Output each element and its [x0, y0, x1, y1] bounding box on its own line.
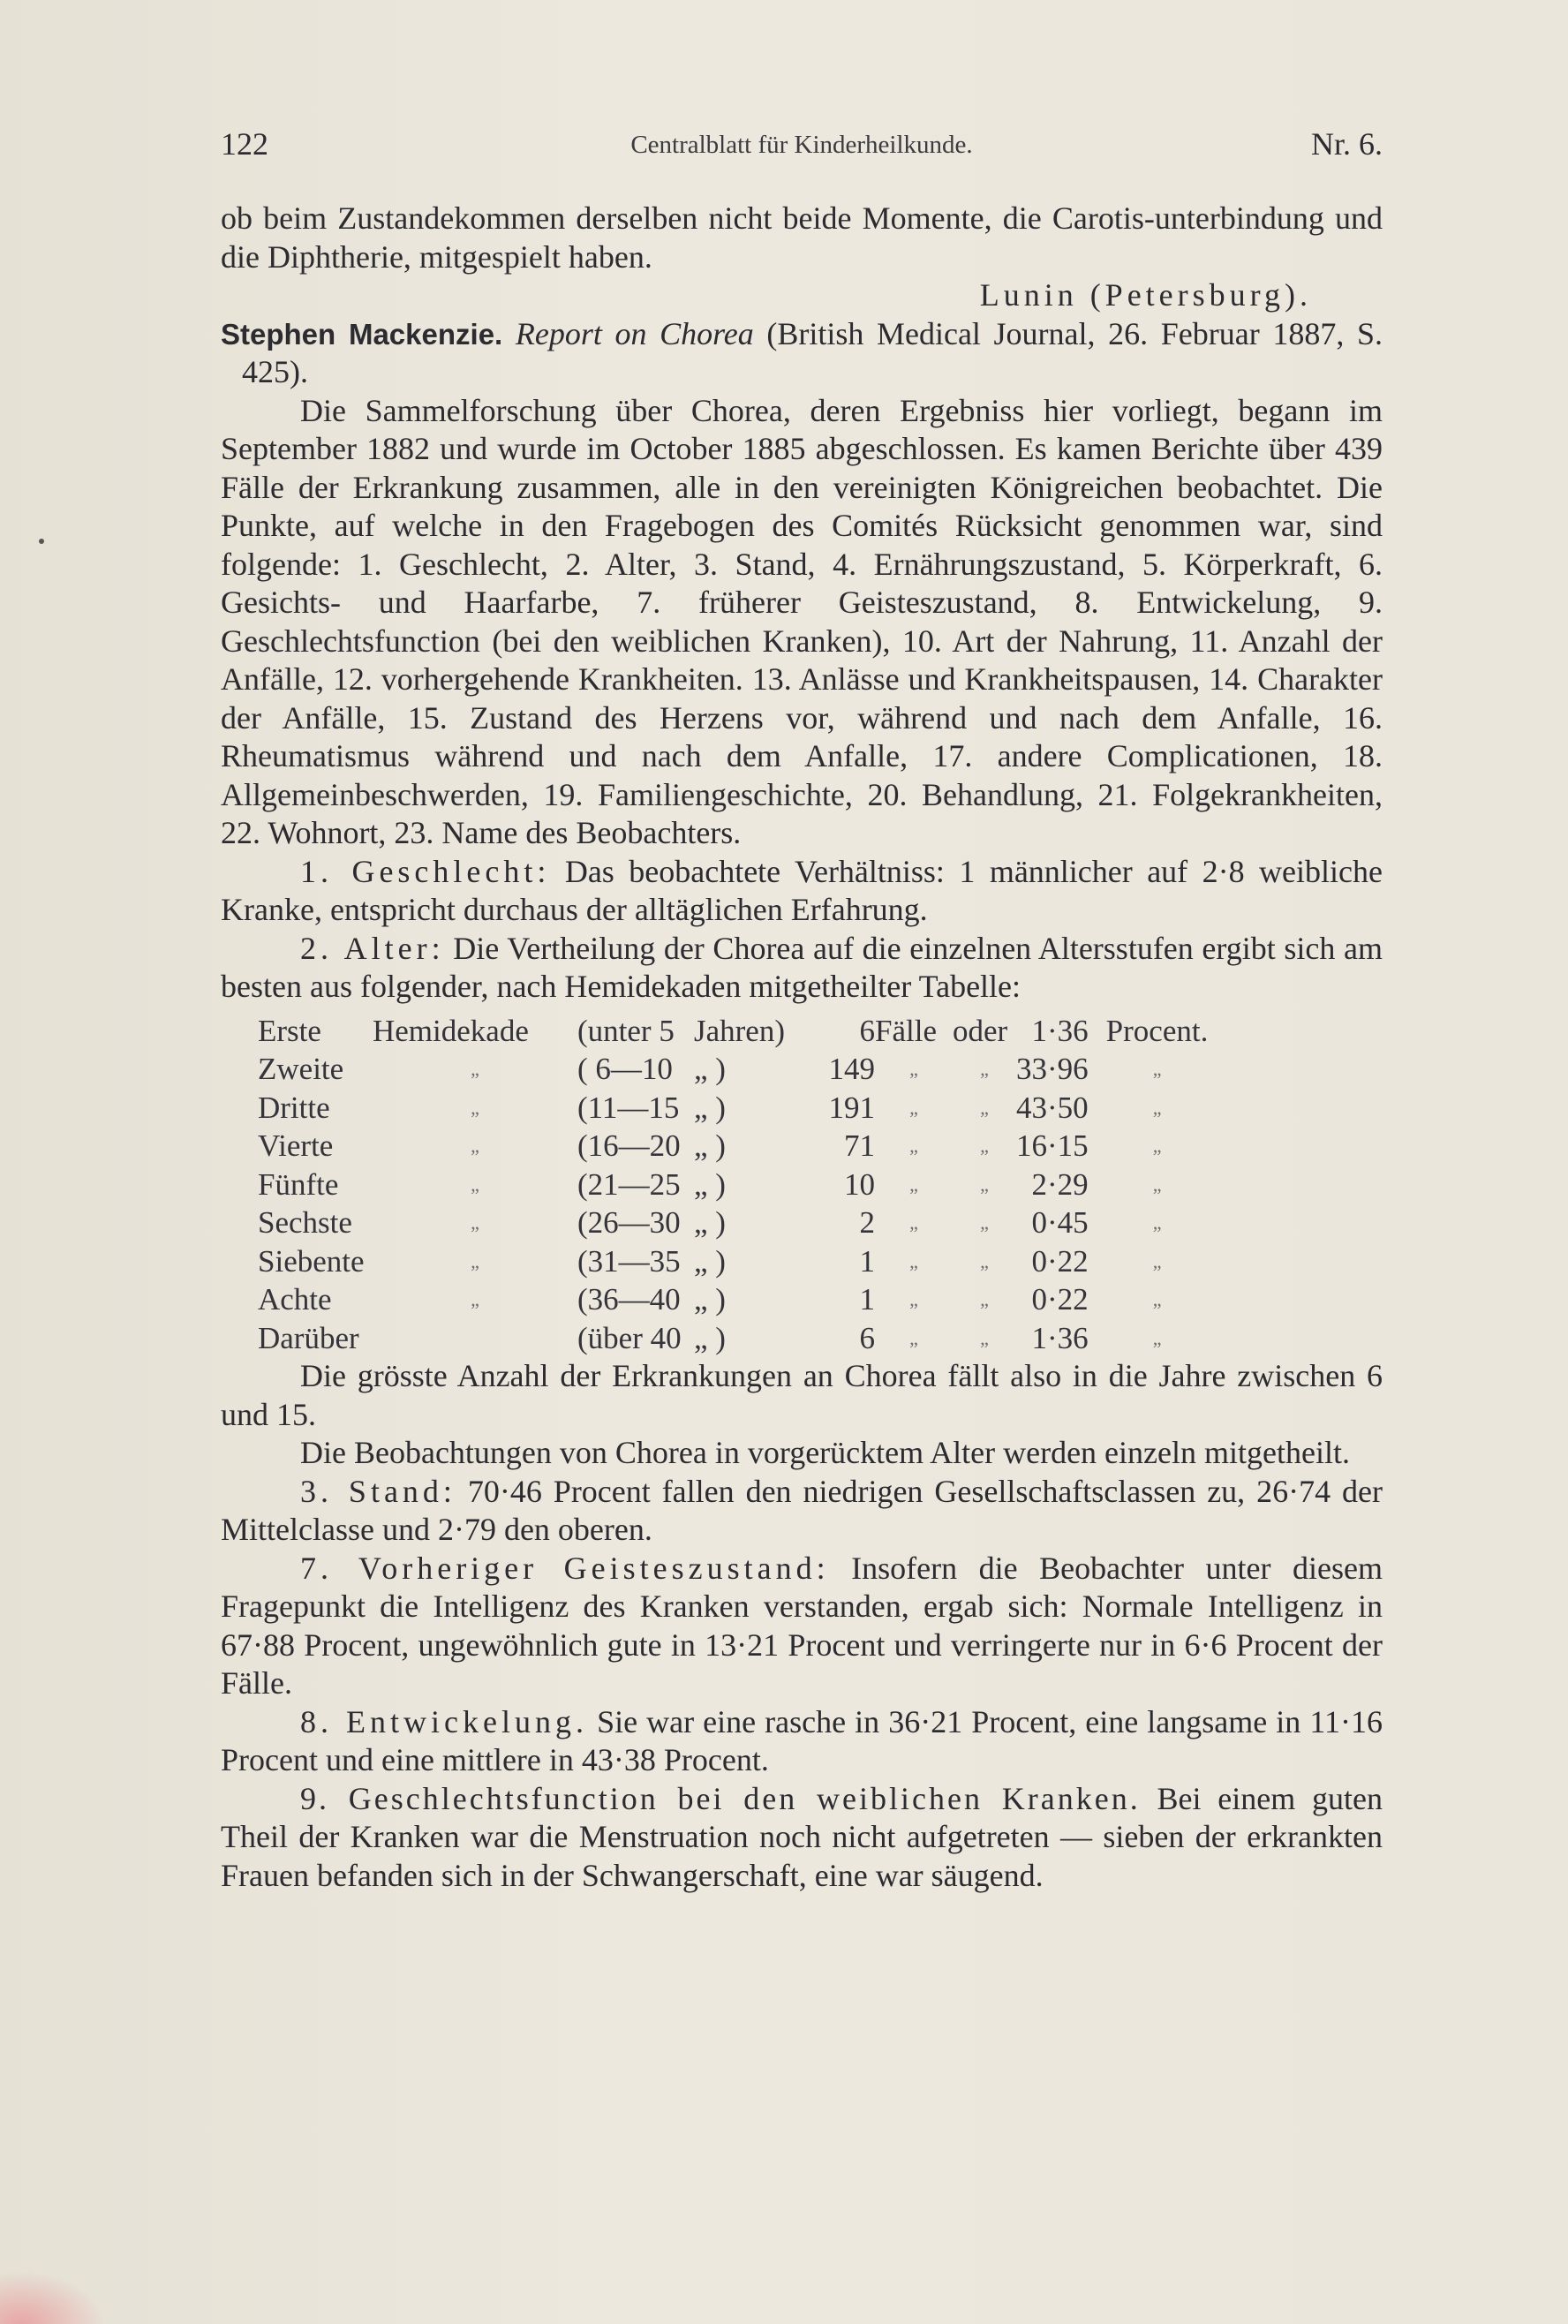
cell-name: Siebente	[258, 1243, 365, 1279]
cell-percent: 0·22	[1031, 1282, 1089, 1317]
cell-hemidekade: „	[471, 1173, 479, 1196]
cell-count: 71	[844, 1128, 876, 1163]
cell-unit: „ )	[694, 1320, 726, 1355]
cell-oder: „	[980, 1173, 989, 1196]
cell-faelle: „	[909, 1058, 918, 1080]
cell-oder: oder	[953, 1013, 1008, 1048]
cell-name: Fünfte	[258, 1166, 339, 1202]
cell-hemidekade	[373, 1319, 577, 1358]
paragraph-text: Sie war eine rasche in 36·21 Procent, eine langsame in 11·16 Procent und eine mittlere in 43·38 Procent.	[221, 1703, 1383, 1777]
cell-unit: „ )	[694, 1128, 726, 1163]
section-label: 1. Geschlecht:	[300, 853, 551, 889]
cell-unit: „ )	[694, 1166, 726, 1202]
paragraph-alter	[221, 930, 1383, 1007]
cell-name: Zweite	[258, 1052, 344, 1086]
cell-faelle: „	[909, 1288, 918, 1310]
cell-percent: 16·15	[1016, 1128, 1089, 1163]
cell-percent: 33·96	[1016, 1052, 1089, 1086]
page-body	[221, 200, 1383, 1895]
table-row	[258, 1242, 1209, 1281]
section-label: 2. Alter:	[300, 930, 445, 966]
section-label: 9. Geschlechtsfunction bei den weiblichen Kranken.	[300, 1780, 1141, 1816]
paragraph-geisteszustand	[221, 1550, 1383, 1703]
cell-count: 10	[844, 1166, 876, 1202]
issue-number: Nr. 6.	[1311, 126, 1383, 162]
cell-name: Achte	[258, 1282, 332, 1317]
cell-oder: „	[980, 1058, 989, 1080]
cell-hemidekade: „	[471, 1135, 479, 1157]
paragraph-geschlechtsfunction	[221, 1780, 1383, 1896]
cell-procent: „	[1152, 1249, 1162, 1272]
cell-faelle: „	[909, 1211, 918, 1234]
cell-unit: „ )	[694, 1282, 726, 1317]
cell-hemidekade: „	[471, 1288, 479, 1310]
paragraph-age-note: Die Beobachtungen von Chorea in vorgerücktem Alter werden einzeln mitgetheilt.	[300, 1435, 1350, 1470]
page-speck	[39, 539, 44, 544]
cell-range: (unter 5	[577, 1013, 675, 1048]
cell-name: Erste	[258, 1013, 321, 1048]
cell-oder: „	[980, 1288, 989, 1310]
paragraph-entwickelung	[221, 1703, 1383, 1780]
paragraph-summary: Die grösste Anzahl der Erkrankungen an Chorea fällt also in die Jahre zwischen 6 und 15.	[221, 1358, 1383, 1432]
cell-percent: 0·22	[1031, 1243, 1089, 1279]
cell-name: Sechste	[258, 1205, 352, 1240]
cell-name: Dritte	[258, 1090, 330, 1125]
paragraph-overview: Die Sammelforschung über Chorea, deren Ergebniss hier vorliegt, begann im September 1882 und wurde im October 1885 abgeschlossen. Es kamen Berichte über 439 Fälle der Erkrankung zusammen, alle in den vereinigten Königreichen beobachtet. Die Punkte, auf welche in den Fragebogen des Comités Rücksicht genommen war, sind folgende: 1. Geschlecht, 2. Alter, 3. Stand, 4. Ernährungszustand, 5. Körperkraft, 6. Gesichts- und Haarfarbe, 7. früherer Geisteszustand, 8. Entwickelung, 9. Geschlechtsfunction (bei den weiblichen Kranken), 10. Art der Nahrung, 11. Anzahl der Anfälle, 12. vorhergehende Krankheiten. 13. Anlässe und Krankheitspausen, 14. Charakter der Anfälle, 15. Zustand des Herzens vor, während und nach dem Anfalle, 16. Rheumatismus während und nach dem Anfalle, 17. andere Complicationen, 18. Allgemeinbeschwerden, 19. Familiengeschichte, 20. Behandlung, 21. Folgekrankheiten, 22. Wohnort, 23. Name des Beobachters.	[221, 392, 1383, 850]
cell-range: (16—20	[577, 1128, 681, 1163]
cell-hemidekade: Hemidekade	[373, 1013, 529, 1048]
cell-faelle: „	[909, 1135, 918, 1157]
cell-percent: 1·36	[1031, 1013, 1089, 1048]
cell-name: Darüber	[258, 1320, 359, 1355]
cell-count: 149	[828, 1052, 876, 1086]
cell-procent: „	[1152, 1211, 1162, 1234]
paragraph-text: Insofern die Beobachter unter diesem Fragepunkt die Intelligenz des Kranken verstanden, ergab sich: Normale Intelligenz in 67·88 Procent, ungewöhnlich gute in 13·21 Procent und verringerte nur in 6·6 Procent der Fälle.	[221, 1550, 1383, 1701]
cell-percent: 1·36	[1031, 1320, 1089, 1355]
cell-oder: „	[980, 1326, 989, 1349]
cell-unit: Jahren)	[694, 1013, 786, 1048]
cell-percent: 2·29	[1031, 1166, 1089, 1202]
table-row	[258, 1050, 1209, 1089]
page-number: 122	[221, 126, 268, 162]
article-reference	[221, 315, 1383, 392]
hemidekade-table	[258, 1012, 1209, 1358]
cell-range: (über 40	[577, 1320, 682, 1355]
article-source: (British Medical Journal, 26. Februar 1887, S. 425).	[242, 315, 1383, 389]
cell-oder: „	[980, 1135, 989, 1157]
cell-count: 191	[828, 1090, 876, 1125]
table-row	[258, 1089, 1209, 1128]
cell-unit: „ )	[694, 1090, 726, 1125]
cell-hemidekade: „	[471, 1058, 479, 1080]
cell-oder: „	[980, 1249, 989, 1272]
cell-procent: „	[1152, 1173, 1162, 1196]
cell-procent: „	[1152, 1326, 1162, 1349]
paragraph-text: Die Vertheilung der Chorea auf die einzelnen Altersstufen ergibt sich am besten aus folgender, nach Hemidekaden mitgetheilter Tabelle:	[221, 930, 1383, 1004]
cell-procent: „	[1152, 1135, 1162, 1157]
cell-unit: „ )	[694, 1205, 726, 1240]
journal-title: Centralblatt für Kinderheilkunde.	[630, 131, 973, 159]
cell-range: (11—15	[577, 1090, 680, 1125]
cell-count: 1	[859, 1282, 876, 1317]
cell-range: (21—25	[577, 1166, 681, 1202]
paragraph-text: Das beobachtete Verhältniss: 1 männlicher auf 2·8 weibliche Kranke, entspricht durchaus der alltäglichen Erfahrung.	[221, 853, 1383, 927]
cell-hemidekade: „	[471, 1096, 479, 1119]
table-row	[258, 1127, 1209, 1166]
running-header	[221, 125, 1383, 170]
cell-name: Vierte	[258, 1128, 334, 1163]
cell-oder: „	[980, 1096, 989, 1119]
cell-range: (31—35	[577, 1243, 681, 1279]
article-author: Stephen Mackenzie.	[221, 317, 503, 351]
cell-procent: „	[1152, 1096, 1162, 1119]
cell-unit: „ )	[694, 1243, 726, 1279]
cell-range: ( 6—10	[577, 1052, 673, 1086]
cell-range: (36—40	[577, 1282, 681, 1317]
cell-count: 1	[859, 1243, 876, 1279]
cell-percent: 43·50	[1016, 1090, 1089, 1125]
cell-count: 2	[859, 1205, 876, 1240]
cell-unit: „ )	[694, 1052, 726, 1086]
cell-procent: „	[1152, 1288, 1162, 1310]
cell-range: (26—30	[577, 1205, 681, 1240]
cell-count: 6	[859, 1320, 876, 1355]
section-label: 7. Vorheriger Geisteszustand:	[300, 1550, 830, 1586]
cell-hemidekade: „	[471, 1211, 479, 1234]
cell-faelle: „	[909, 1249, 918, 1272]
table-row	[258, 1280, 1209, 1319]
section-label: 8. Entwickelung.	[300, 1703, 589, 1739]
cell-faelle: „	[909, 1096, 918, 1119]
table-row	[258, 1204, 1209, 1242]
cell-count: 6	[859, 1013, 876, 1048]
thumb-smudge	[0, 2271, 106, 2324]
table-row	[258, 1319, 1209, 1358]
paragraph-text: 70·46 Procent fallen den niedrigen Gesellschaftsclassen zu, 26·74 der Mittelclasse und 2·79 den oberen.	[221, 1473, 1383, 1547]
paragraph-geschlecht	[221, 853, 1383, 930]
cell-faelle: Fälle	[875, 1013, 937, 1048]
article-title: Report on Chorea	[515, 315, 754, 351]
cell-percent: 0·45	[1031, 1205, 1089, 1240]
section-label: 3. Stand:	[300, 1473, 456, 1509]
cell-hemidekade: „	[471, 1249, 479, 1272]
table-row	[258, 1012, 1209, 1051]
paragraph-stand	[221, 1473, 1383, 1550]
reviewer-signature: Lunin (Petersburg).	[979, 277, 1312, 313]
cell-oder: „	[980, 1211, 989, 1234]
cell-faelle: „	[909, 1326, 918, 1349]
cell-faelle: „	[909, 1173, 918, 1196]
table-row	[258, 1166, 1209, 1204]
cell-procent: „	[1152, 1058, 1162, 1080]
paragraph-text: Bei einem guten Theil der Kranken war die Menstruation noch nicht aufgetreten — sieben der erkrankten Frauen befanden sich in der Schwangerschaft, eine war säugend.	[221, 1780, 1383, 1893]
continued-paragraph: ob beim Zustandekommen derselben nicht beide Momente, die Carotis-unterbindung und die Diphtherie, mitgespielt haben.	[221, 200, 1383, 275]
cell-procent: Procent.	[1105, 1013, 1209, 1048]
